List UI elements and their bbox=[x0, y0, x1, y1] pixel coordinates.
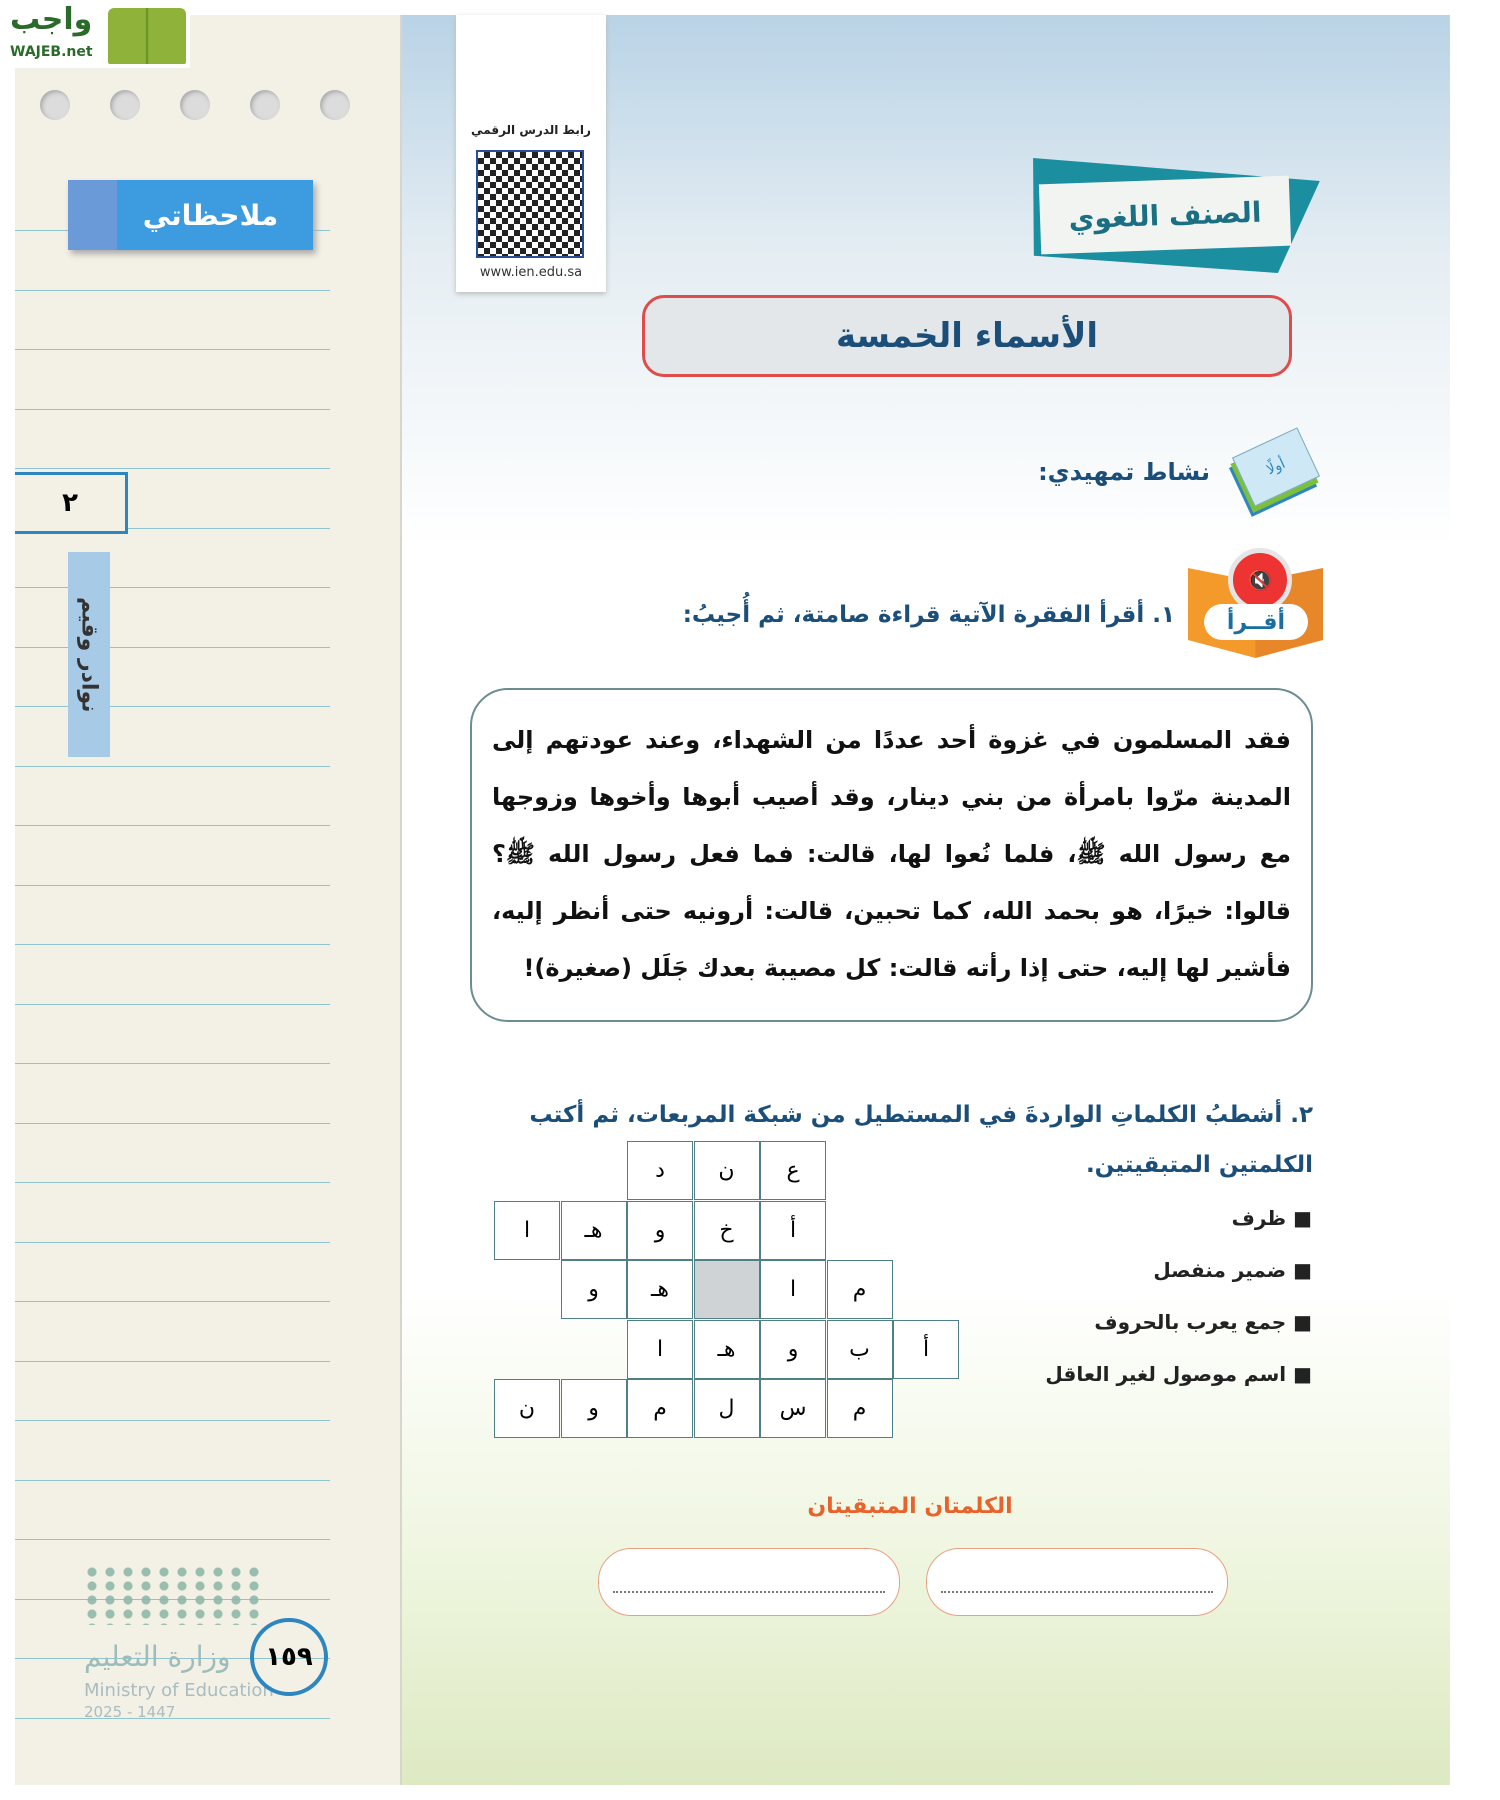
read-icon bbox=[1188, 548, 1323, 673]
category-text: الصنف اللغوي bbox=[1068, 195, 1262, 235]
clue-item: ■ اسم موصول لغير العاقل bbox=[1045, 1362, 1312, 1386]
logo-text: واجب bbox=[10, 2, 93, 37]
grid-cell[interactable]: م bbox=[827, 1379, 893, 1438]
grid-cell[interactable]: ن bbox=[494, 1379, 560, 1438]
grid-cell[interactable]: ا bbox=[760, 1260, 826, 1319]
notes-sidebar bbox=[15, 15, 403, 1785]
wajeb-logo bbox=[4, 2, 190, 68]
notebook-line bbox=[15, 1480, 330, 1481]
notebook-line bbox=[15, 885, 330, 886]
grid-cell[interactable]: ا bbox=[494, 1201, 560, 1260]
grid-cell[interactable]: أ bbox=[760, 1201, 826, 1260]
activity-label: نشاط تمهيدي: bbox=[1038, 458, 1210, 486]
grid-cell[interactable]: و bbox=[561, 1379, 627, 1438]
notebook-line bbox=[15, 468, 330, 469]
book-icon bbox=[108, 8, 186, 64]
notebook-line bbox=[15, 1361, 330, 1362]
grid-cell[interactable]: س bbox=[760, 1379, 826, 1438]
lesson-title-text: الأسماء الخمسة bbox=[835, 316, 1099, 356]
answer-field-2[interactable] bbox=[598, 1548, 900, 1616]
read-badge bbox=[1204, 604, 1308, 640]
notebook-line bbox=[15, 1301, 330, 1302]
unit-label: نوادر وقيم bbox=[76, 596, 102, 713]
ministry-logo bbox=[83, 1565, 265, 1625]
grid-cell[interactable]: هـ bbox=[561, 1201, 627, 1260]
unit-number-box bbox=[15, 472, 128, 534]
answer-field-1[interactable] bbox=[926, 1548, 1228, 1616]
clue-text: ضمير منفصل bbox=[1153, 1258, 1287, 1282]
qr-card bbox=[456, 15, 606, 292]
category-label bbox=[1039, 176, 1291, 255]
unit-number: ٢ bbox=[62, 488, 78, 518]
grid-cell[interactable]: و bbox=[561, 1260, 627, 1319]
mute-speaker-icon: 🔇 bbox=[1228, 548, 1292, 612]
grid-cell[interactable]: هـ bbox=[627, 1260, 693, 1319]
binder-hole bbox=[320, 90, 350, 120]
page-number bbox=[250, 1618, 328, 1696]
qr-code-icon[interactable] bbox=[476, 150, 584, 258]
notebook-line bbox=[15, 1420, 330, 1421]
binder-hole bbox=[180, 90, 210, 120]
binder-hole bbox=[250, 90, 280, 120]
clue-text: جمع يعرب بالحروف bbox=[1094, 1310, 1287, 1334]
grid-cell[interactable]: م bbox=[827, 1260, 893, 1319]
clue-text: اسم موصول لغير العاقل bbox=[1045, 1362, 1287, 1386]
grid-cell[interactable]: ع bbox=[760, 1141, 826, 1200]
grid-cell[interactable]: أ bbox=[893, 1320, 959, 1379]
notebook-line bbox=[15, 349, 330, 350]
grid-cell[interactable]: خ bbox=[694, 1201, 760, 1260]
page-number-text: ١٥٩ bbox=[265, 1642, 313, 1672]
qr-url[interactable]: www.ien.edu.sa bbox=[479, 265, 583, 280]
notebook-line bbox=[15, 647, 330, 648]
ministry-arabic: وزارة التعليم bbox=[84, 1640, 231, 1673]
notebook-line bbox=[15, 409, 330, 410]
lesson-title bbox=[642, 295, 1292, 377]
reading-paragraph-box bbox=[470, 688, 1313, 1022]
notebook-line bbox=[15, 1004, 330, 1005]
letter-grid bbox=[494, 1141, 964, 1441]
clue-item: ■ ظرف bbox=[1231, 1206, 1312, 1230]
binder-hole bbox=[110, 90, 140, 120]
binder-hole bbox=[40, 90, 70, 120]
notebook-line bbox=[15, 1242, 330, 1243]
answer-dotted-line bbox=[941, 1591, 1213, 1593]
grid-cell[interactable]: م bbox=[627, 1379, 693, 1438]
notebook-line bbox=[15, 1123, 330, 1124]
q1-instruction: ١. أقرأ الفقرة الآتية قراءة صامتة، ثم أُجيبُ: bbox=[682, 602, 1175, 628]
grid-cell-shaded[interactable] bbox=[694, 1260, 760, 1319]
clue-item: ■ ضمير منفصل bbox=[1153, 1258, 1312, 1282]
activity-icon-text: أولًا bbox=[1264, 455, 1288, 479]
clue-item: ■ جمع يعرب بالحروف bbox=[1094, 1310, 1312, 1334]
grid-cell[interactable]: ن bbox=[694, 1141, 760, 1200]
grid-cell[interactable]: و bbox=[760, 1320, 826, 1379]
notes-tab bbox=[68, 180, 313, 250]
grid-cell[interactable]: ل bbox=[694, 1379, 760, 1438]
logo-latin: WAJEB.net bbox=[10, 44, 93, 60]
answer-dotted-line bbox=[613, 1591, 885, 1593]
grid-cell[interactable]: و bbox=[627, 1201, 693, 1260]
notebook-line bbox=[15, 825, 330, 826]
grid-cell[interactable]: د bbox=[627, 1141, 693, 1200]
notebook-line bbox=[15, 1182, 330, 1183]
notes-label: ملاحظاتي bbox=[142, 198, 279, 232]
notebook-line bbox=[15, 944, 330, 945]
unit-label-tab bbox=[68, 552, 110, 757]
reading-paragraph: فقد المسلمون في غزوة أحد عددًا من الشهداء، وعند عودتهم إلى المدينة مرّوا بامرأة من بني دينار، وقد أصيب أبوها وأخوها وزوجها مع رسول الله ﷺ، فلما نُعوا لها، قالت: فما فعل رسول الله ﷺ؟ قالوا: خيرًا، هو بحمد الله، كما تحبين، قالت: أرونيه حتى أنظر إليه، فأشير لها إليه، حتى إذا رأته قالت: كل مصيبة بعدك جَلَل (صغيرة)! bbox=[492, 726, 1291, 982]
notebook-line bbox=[15, 766, 330, 767]
clue-list bbox=[1045, 1206, 1312, 1414]
ministry-english: Ministry of Education bbox=[84, 1680, 274, 1701]
notebook-line bbox=[15, 1063, 330, 1064]
notebook-line bbox=[15, 1539, 330, 1540]
grid-cell[interactable]: ا bbox=[627, 1320, 693, 1379]
ministry-year: 2025 - 1447 bbox=[84, 1703, 176, 1721]
notebook-line bbox=[15, 587, 330, 588]
notebook-line bbox=[15, 706, 330, 707]
read-badge-text: أقــرأ bbox=[1226, 609, 1286, 635]
clue-text: ظرف bbox=[1231, 1206, 1287, 1230]
notebook-line bbox=[15, 290, 330, 291]
answers-label: الكلمتان المتبقيتان bbox=[807, 1494, 1013, 1519]
grid-cell[interactable]: هـ bbox=[694, 1320, 760, 1379]
q2-instruction: ٢. أشطبُ الكلماتِ الواردةَ في المستطيل من شبكة المربعات، ثم أكتب الكلمتين المتبقيتين. bbox=[529, 1102, 1313, 1178]
qr-label: رابط الدرس الرقمي bbox=[471, 123, 591, 137]
grid-cell[interactable]: ب bbox=[827, 1320, 893, 1379]
